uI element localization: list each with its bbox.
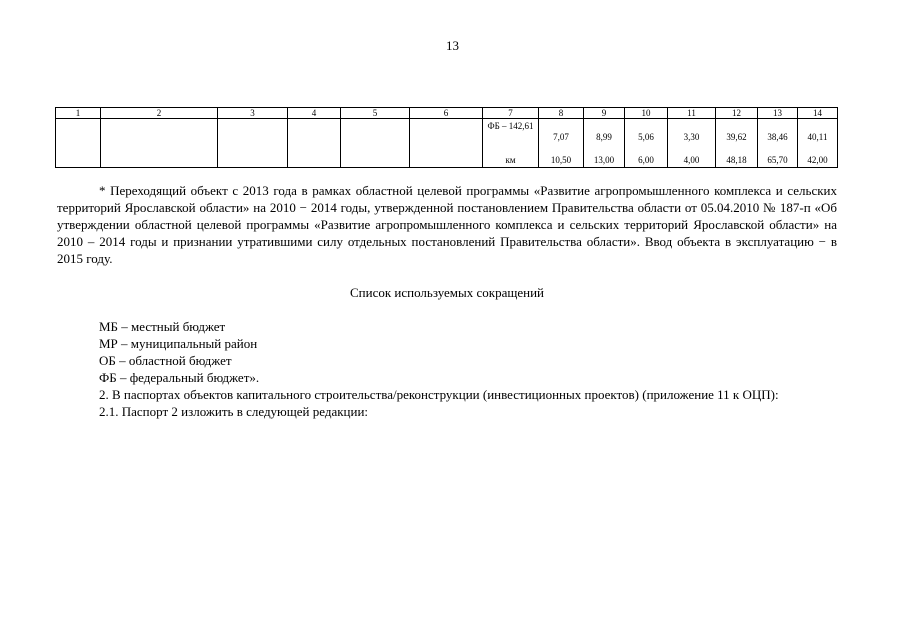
table-header-cell: 7 <box>483 108 539 119</box>
table-row <box>56 119 838 168</box>
abbreviation-item: ФБ – федеральный бюджет». <box>99 370 260 385</box>
cell-value-bottom: км <box>505 155 516 165</box>
table-cell <box>625 119 668 168</box>
abbreviation-item: ОБ – областной бюджет <box>99 353 232 368</box>
table-cell <box>539 119 584 168</box>
table-header-cell: 4 <box>288 108 341 119</box>
table-cell-empty <box>56 119 101 168</box>
footnote-paragraph: * Переходящий объект с 2013 года в рамках областной целевой программы «Развитие агропромышленного комплекса и сельских территорий Ярославской области» на 2010 − 2014 годы, утвержденной постановлением Правительства области от 05.04.2010 № 187-п «Об утверждении областной целевой программы «Развитие агропромышленного комплекса и сельских территорий Ярославской области» на 2010 – 2014 годы и признании утратившими силу отдельных постановлений Правительства области». Ввод объекта в эксплуатацию − в 2015 году. <box>57 183 837 266</box>
table-header-cell: 1 <box>56 108 101 119</box>
table-header-cell: 10 <box>625 108 668 119</box>
cell-value-bottom: 65,70 <box>767 155 788 165</box>
cell-value-top: 3,30 <box>683 132 700 142</box>
table-header-cell: 6 <box>410 108 483 119</box>
cell-value-bottom: 4,00 <box>683 155 700 165</box>
cell-value-bottom: 10,50 <box>550 155 572 165</box>
section-2-1-paragraph: 2.1. Паспорт 2 изложить в следующей редакции: <box>99 404 369 419</box>
cell-value-top: 7,07 <box>553 132 569 142</box>
table-cell <box>716 119 758 168</box>
table-header-cell: 11 <box>668 108 716 119</box>
cell-value-top: 40,11 <box>807 132 828 142</box>
abbreviation-item: МР – муниципальный район <box>99 336 258 351</box>
page-number: 13 <box>446 38 459 53</box>
table-cell-empty <box>341 119 410 168</box>
table-header-cell: 2 <box>101 108 218 119</box>
table-header-cell: 14 <box>798 108 838 119</box>
cell-value-top: 38,46 <box>767 132 788 142</box>
document-body <box>57 182 837 420</box>
cell-value-top: 5,06 <box>638 132 654 142</box>
table-cell-empty <box>288 119 341 168</box>
table-cell <box>584 119 625 168</box>
table-header-cell: 3 <box>218 108 288 119</box>
section-2-paragraph: 2. В паспортах объектов капитального строительства/реконструкции (инвестиционных проектов) (приложение 11 к ОЦП): <box>99 387 779 402</box>
table-cell-empty <box>218 119 288 168</box>
table-cell-empty <box>410 119 483 168</box>
table-cell <box>668 119 716 168</box>
table-cell-empty <box>101 119 218 168</box>
cell-value-top: ФБ – 142,61 <box>487 121 534 131</box>
table-header-row <box>56 108 838 119</box>
cell-value-top: 8,99 <box>596 132 612 142</box>
table-cell <box>758 119 798 168</box>
abbreviation-item: МБ – местный бюджет <box>99 319 226 334</box>
cell-value-bottom: 13,00 <box>593 155 615 165</box>
data-table <box>55 107 838 168</box>
table-header-cell: 12 <box>716 108 758 119</box>
cell-value-bottom: 42,00 <box>807 155 828 165</box>
table-cell <box>798 119 838 168</box>
table-header-cell: 5 <box>341 108 410 119</box>
table-header-cell: 9 <box>584 108 625 119</box>
table-header-cell: 13 <box>758 108 798 119</box>
table-header-cell: 8 <box>539 108 584 119</box>
abbreviations-title: Список используемых сокращений <box>349 285 545 300</box>
cell-value-top: 39,62 <box>726 132 747 142</box>
table-cell-funding <box>483 119 539 168</box>
cell-value-bottom: 48,18 <box>726 155 747 165</box>
cell-value-bottom: 6,00 <box>638 155 654 165</box>
